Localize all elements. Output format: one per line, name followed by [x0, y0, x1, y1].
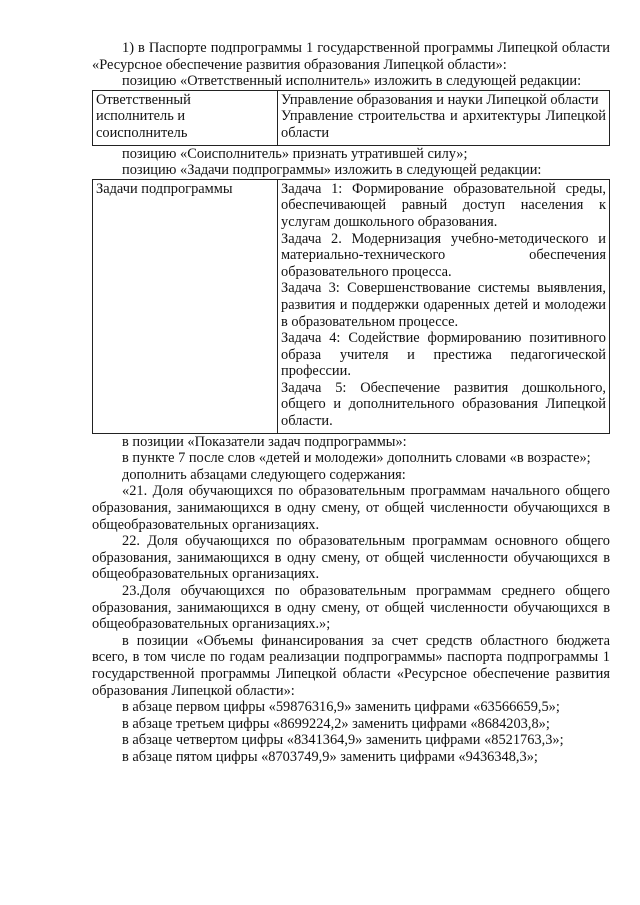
table-row [93, 90, 610, 145]
task-paragraph: Задача 4: Содействие формированию позитивного образа учителя и престижа педагогической профессии. [281, 330, 606, 380]
body-paragraph: в абзаце четвертом цифры «8341364,9» заменить цифрами «8521763,3»; [122, 732, 564, 749]
task-paragraph: Задача 5: Обеспечение развития дошкольного, общего и дополнительного образования Липецкой области. [281, 379, 606, 430]
task-paragraph: Задача 1: Формирование образовательной среды, обеспечивающей равный доступ населения к услугам дошкольного образования. [281, 180, 606, 230]
body-paragraph: в позиции «Объемы финансирования за счет средств областного бюджета всего, в том числе по годам реализации подпрограммы» паспорта подпрограммы 1 государственной программы Липецкой области «Ресурсное обеспечение развития образования Липецкой области»: [92, 632, 610, 699]
table-cell-label [93, 90, 278, 145]
cell-value-paragraph: Управление образования и науки Липецкой области [281, 91, 599, 108]
body-paragraph: 23.Доля обучающихся по образовательным программам среднего общего образования, занимающихся в одну смену, от общей численности обучающихся в общеобразовательных организациях.»; [92, 583, 610, 633]
table-cell-label: Задачи подпрограммы [93, 179, 278, 433]
cell-label-line: исполнитель и [96, 108, 186, 125]
intro-instruction: позицию «Ответственный исполнитель» изложить в следующей редакции: [122, 73, 582, 90]
table-row [93, 179, 610, 433]
subprogram-tasks-table [92, 179, 610, 434]
task-paragraph: Задача 2. Модернизация учебно-методического и материально-технического обеспечения образовательного процесса. [281, 230, 606, 280]
co-executor-instruction: позицию «Соисполнитель» признать утратившей силу»; [122, 145, 468, 162]
tasks-instruction: позицию «Задачи подпрограммы» изложить в следующей редакции: [122, 162, 542, 179]
body-paragraph: в пункте 7 после слов «детей и молодежи» дополнить словами «в возрасте»; [122, 450, 591, 467]
intro-paragraph: 1) в Паспорте подпрограммы 1 государственной программы Липецкой области «Ресурсное обеспечение развития образования Липецкой области»: [92, 40, 610, 73]
responsible-executor-table [92, 90, 610, 146]
cell-label-line: соисполнитель [96, 124, 188, 141]
table-cell-value [278, 90, 610, 145]
body-paragraph: в абзаце третьем цифры «8699224,2» заменить цифрами «8684203,8»; [122, 715, 550, 732]
body-paragraph: 22. Доля обучающихся по образовательным программам основного общего образования, занимающихся в одну смену, от общей численности обучающихся в общеобразовательных организациях. [92, 533, 610, 583]
cell-label-line: Ответственный [96, 91, 191, 108]
body-paragraph: в абзаце пятом цифры «8703749,9» заменить цифрами «9436348,3»; [122, 748, 538, 765]
task-paragraph: Задача 3: Совершенствование системы выявления, развития и поддержки одаренных детей и молодежи в образовательном процессе. [281, 280, 606, 330]
body-paragraph: дополнить абзацами следующего содержания: [122, 466, 406, 483]
body-paragraph: «21. Доля обучающихся по образовательным программам начального общего образования, занимающихся в одну смену, от общей численности обучающихся в общеобразовательных организациях. [92, 483, 610, 533]
body-paragraph: в позиции «Показатели задач подпрограммы»: [122, 433, 407, 450]
cell-value-paragraph: Управление строительства и архитектуры Липецкой области [281, 108, 606, 141]
body-paragraph: в абзаце первом цифры «59876316,9» заменить цифрами «63566659,5»; [122, 699, 560, 716]
table-cell-value [278, 179, 610, 433]
